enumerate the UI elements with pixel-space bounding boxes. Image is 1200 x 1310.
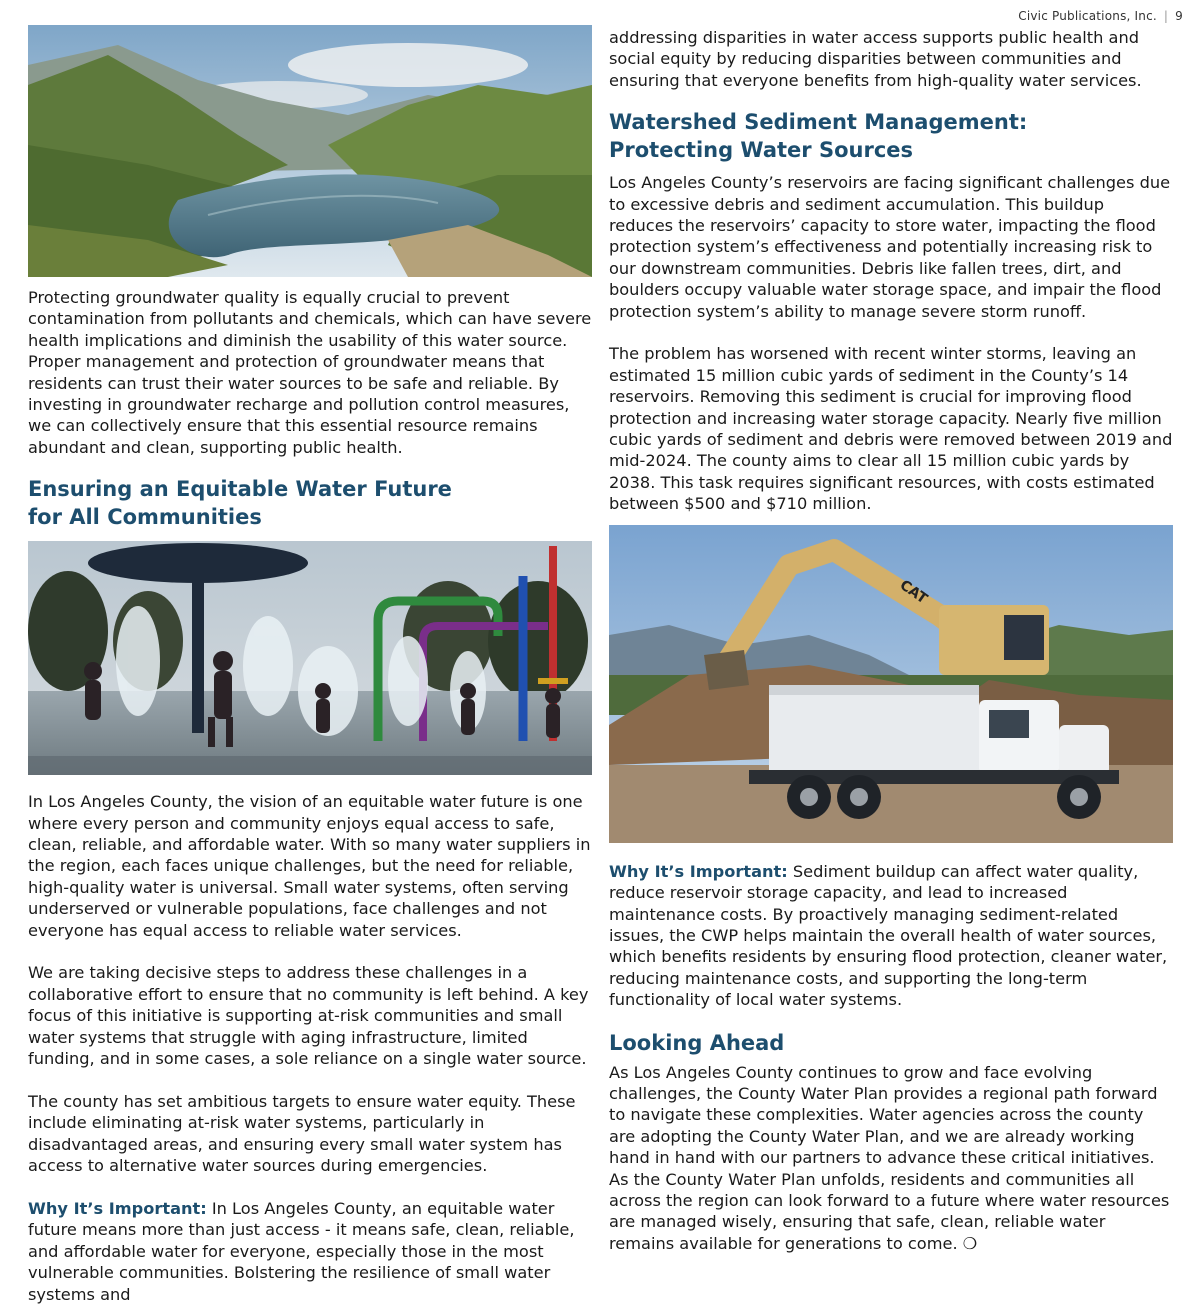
decisive-steps-paragraph: We are taking decisive steps to address these challenges in a collaborative effort to ensure that no community is left behind. A key focus of this initiative is supporting at-risk communities and small water systems that struggle with aging infrastructure, limited funding, and in some cases, a sole reliance on a single water source. (28, 963, 589, 1069)
equitable-heading-line1: Ensuring an Equitable Water Future (28, 477, 452, 502)
excavator-cat-logo: CAT (896, 576, 931, 607)
splash-pad-photo (28, 541, 592, 775)
excavator-dump-truck-photo (609, 525, 1173, 843)
equitable-water-heading (28, 475, 592, 531)
page-number: 9 (1175, 9, 1183, 23)
equitable-vision-paragraph: In Los Angeles County, the vision of an equitable water future is one where every person and community enjoys equal access to safe, clean, reliable, and affordable water. With so many water suppliers in the region, each faces unique challenges, but the need for reliable, high-quality water is universal. Small water systems, often serving underserved or vulnerable populations, face challenges and not everyone has equal access to reliable water services. (28, 792, 591, 940)
looking-ahead-paragraph (609, 1062, 1173, 1255)
winter-storms-paragraph: The problem has worsened with recent winter storms, leaving an estimated 15 million cubic yards of sediment in the County’s 14 reservoirs. Removing this sediment is crucial for improving flood protection and increasing water storage capacity. Nearly five million cubic yards of sediment and debris were removed between 2019 and mid-2024. The county aims to clear all 15 million cubic yards by 2038. This task requires significant resources, with costs estimated between $500 and $710 million. (609, 344, 1173, 514)
page-header (1018, 9, 1183, 23)
why-important-sediment-paragraph (609, 861, 1173, 1011)
sediment-management-heading (609, 108, 1173, 164)
sediment-heading-line2: Protecting Water Sources (609, 138, 914, 163)
why-important-label: Why It’s Important: (28, 1198, 207, 1218)
why-important-equity-paragraph (28, 1198, 592, 1305)
publisher-name: Civic Publications, Inc. (1018, 9, 1157, 23)
why-important-text: In Los Angeles County, an equitable water future means more than just access - it means safe, clean, reliable, and affordable water for everyone, especially those in the most vulnerable communities. Bolstering the resilience of small water systems and (28, 1198, 575, 1304)
disparities-paragraph: addressing disparities in water access supports public health and social equity by reducing disparities between communities and ensuring that everyone benefits from high-quality water services. (609, 28, 1142, 90)
equitable-heading-line2: for All Communities (28, 505, 262, 530)
groundwater-paragraph: Protecting groundwater quality is equally crucial to prevent contamination from pollutants and chemicals, which can have severe health implications and diminish the usability of this water source. Proper management and protection of groundwater means that residents can trust their water sources to be safe and reliable. By investing in groundwater recharge and pollution control measures, we can collectively ensure that this essential resource remains abundant and clean, supporting public health. (28, 288, 592, 457)
reservoirs-paragraph: Los Angeles County’s reservoirs are facing significant challenges due to excessive debris and sediment accumulation. This buildup reduces the reservoirs’ capacity to store water, impacting the flood protection system’s effectiveness and potentially increasing risk to our downstream communities. Debris like fallen trees, dirt, and boulders occupy valuable water storage space, and impair the flood protection system’s ability to manage severe storm runoff. (609, 173, 1171, 321)
header-separator: | (1163, 9, 1169, 23)
why-important-label: Why It’s Important: (609, 861, 788, 881)
looking-ahead-text: As Los Angeles County continues to grow and face evolving challenges, the County Water Plan provides a regional path forward to navigate these complexities. Water agencies across the county are adopting the County Water Plan, and we are already working hand in hand with our partners to advance these critical initiatives. As the County Water Plan unfolds, residents and communities all across the region can look forward to a future where water resources are managed wisely, ensuring that safe, clean, reliable water remains available for generations to come. (609, 1062, 1170, 1253)
right-column (609, 27, 1173, 1254)
why-important-text: Sediment buildup can affect water quality, reduce reservoir storage capacity, and lead to increased maintenance costs. By proactively managing sediment-related issues, the CWP helps maintain the overall health of water sources, which benefits residents by ensuring flood protection, cleaner water, reducing maintenance costs, and supporting the long-term functionality of local water systems. (609, 861, 1168, 1010)
looking-ahead-heading: Looking Ahead (609, 1030, 785, 1055)
sediment-heading-line1: Watershed Sediment Management: (609, 110, 1028, 135)
mountain-reservoir-photo (28, 25, 592, 277)
ambitious-targets-paragraph: The county has set ambitious targets to ensure water equity. These include eliminating at-risk water systems, particularly in disadvantaged areas, and ensuring every small water system has access to alternative water sources during emergencies. (28, 1091, 576, 1176)
end-mark-icon: ❍ (962, 1233, 978, 1253)
left-column (28, 25, 592, 1305)
